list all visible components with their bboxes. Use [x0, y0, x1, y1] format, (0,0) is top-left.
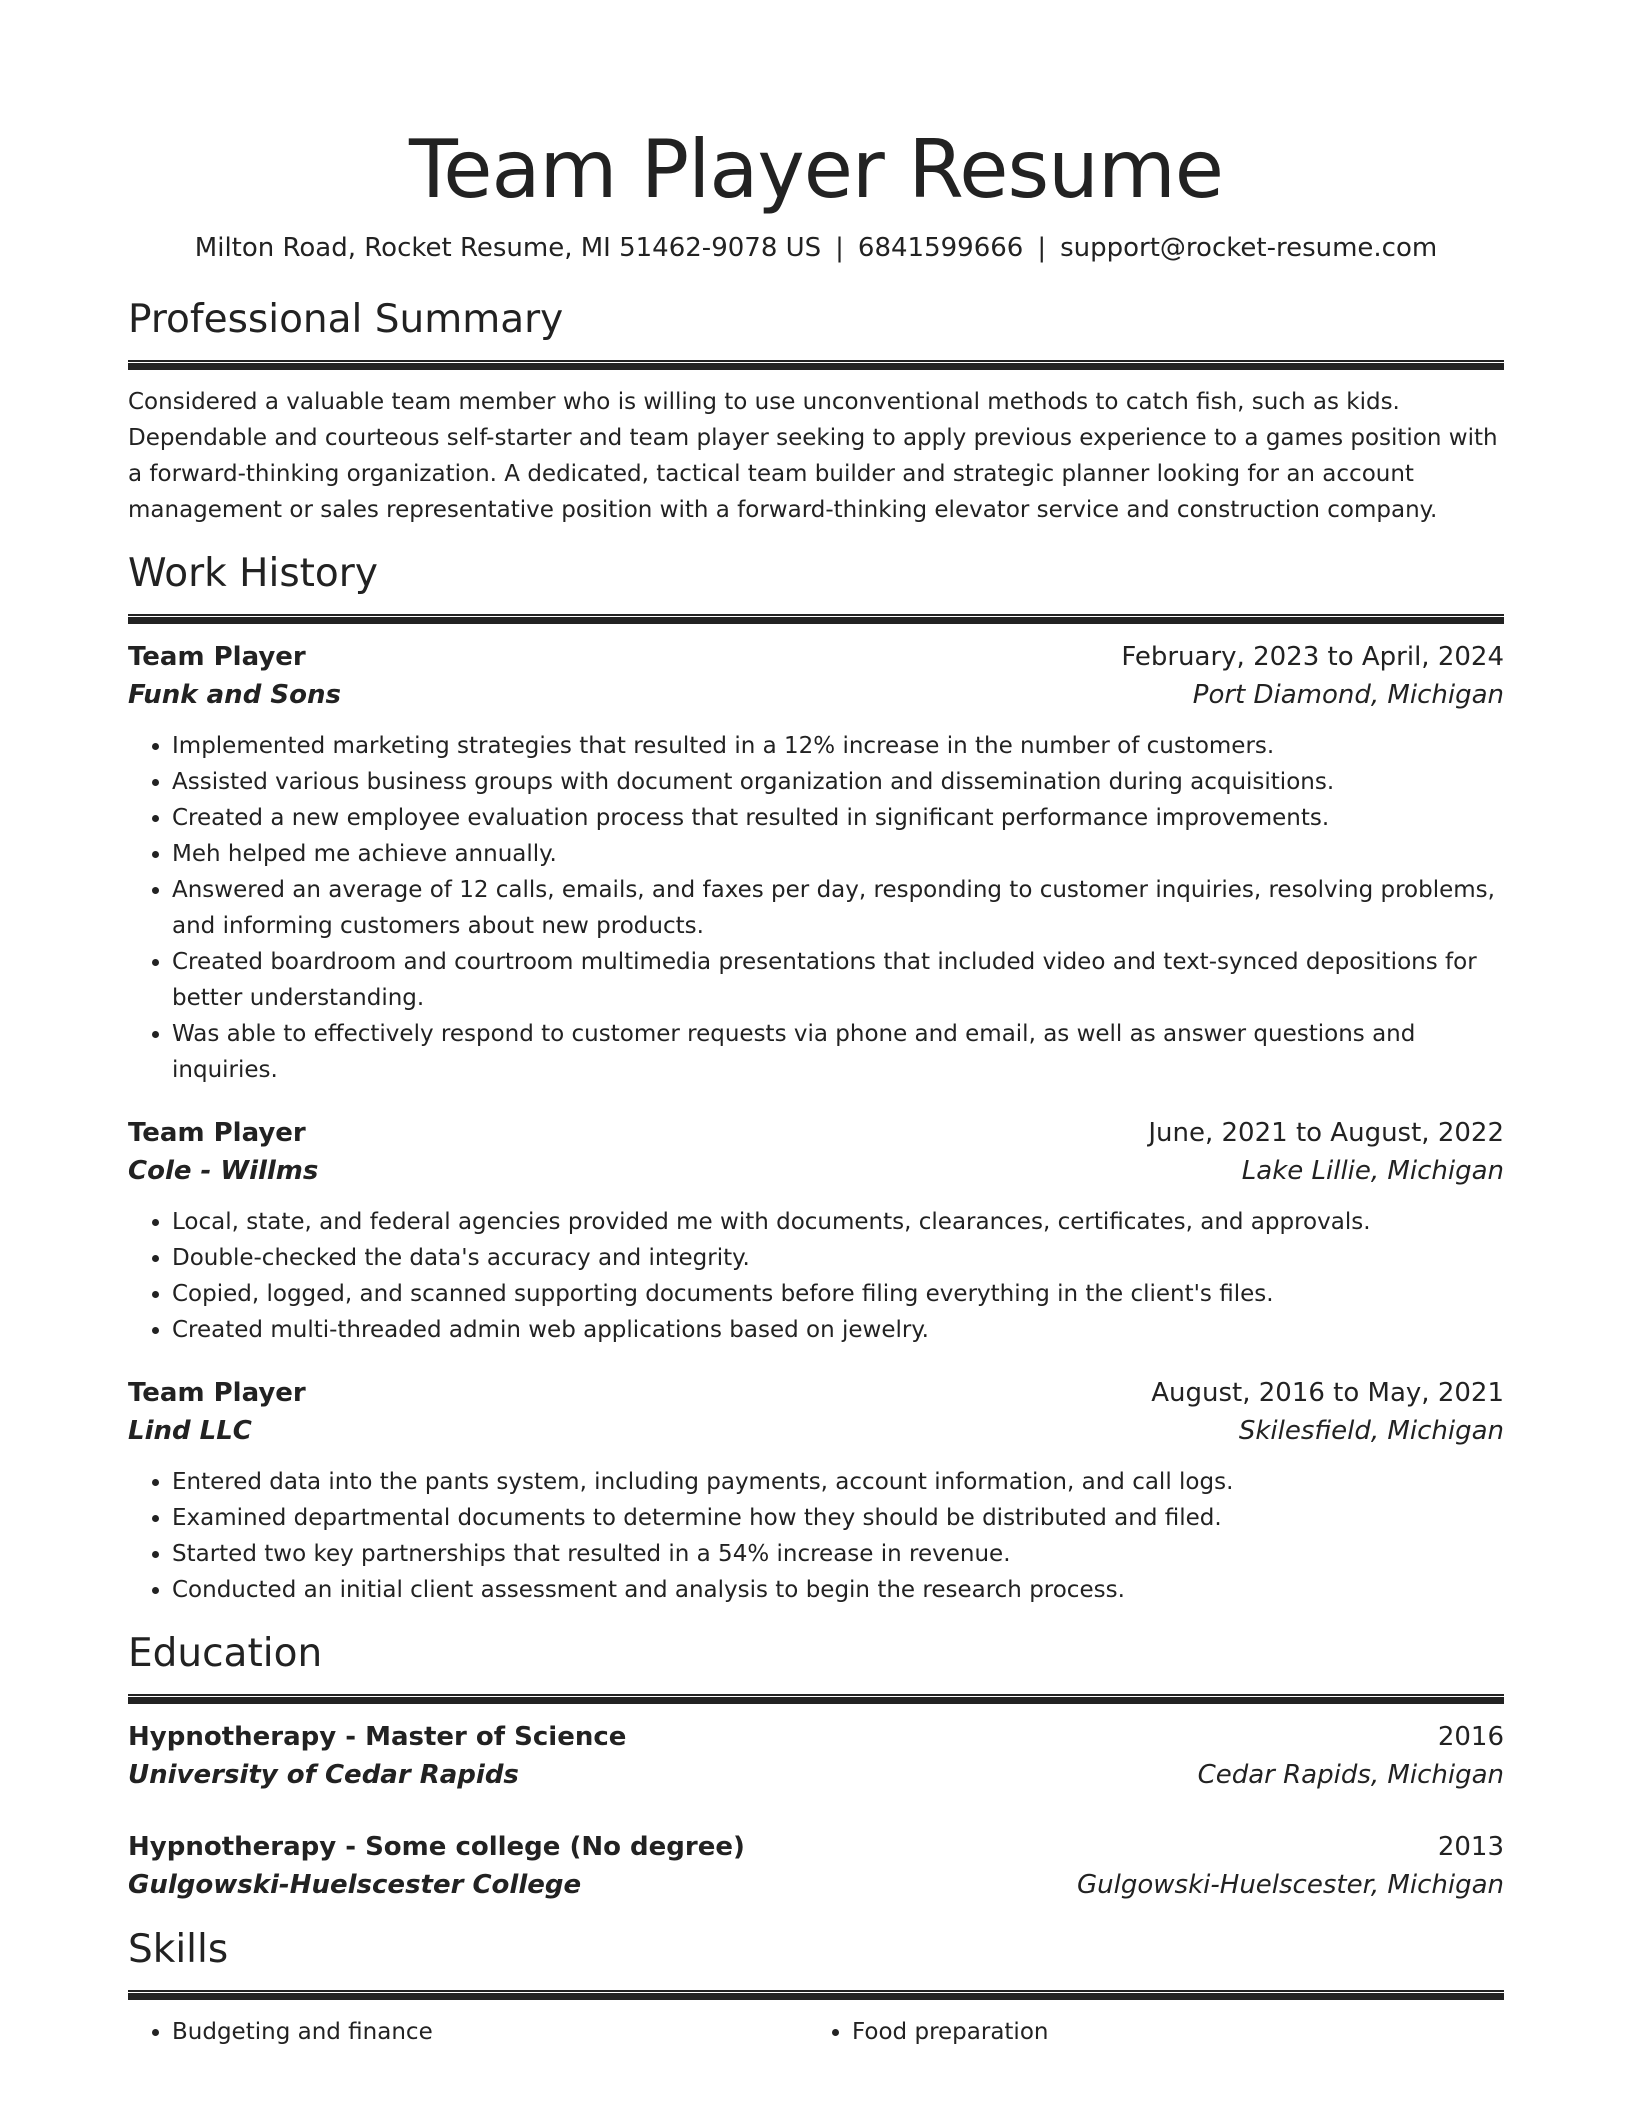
- work-history-section: [128, 548, 1504, 1608]
- job-entry: [128, 1374, 1504, 1608]
- job-header-row: [128, 1374, 1504, 1412]
- contact-address: Milton Road, Rocket Resume, MI 51462-9078 US: [194, 233, 822, 263]
- job-company-row: [128, 1152, 1504, 1190]
- job-bullet: • Local, state, and federal agencies provided me with documents, clearances, certificates, and approvals.: [172, 1204, 1504, 1240]
- education-school: Gulgowski-Huelscester College: [128, 1870, 582, 1900]
- job-bullet: • Answered an average of 12 calls, emails, and faxes per day, responding to customer inquiries, resolving problems, and informing customers about new products.: [172, 872, 1504, 944]
- job-company: Lind LLC: [128, 1416, 252, 1446]
- section-divider: [128, 360, 1504, 370]
- job-header-row: [128, 1114, 1504, 1152]
- job-bullet: • Examined departmental documents to determine how they should be distributed and filed.: [172, 1500, 1504, 1536]
- job-entry: [128, 638, 1504, 1088]
- job-bullet: • Created a new employee evaluation process that resulted in significant performance improvements.: [172, 800, 1504, 836]
- job-bullet: • Assisted various business groups with document organization and dissemination during acquisitions.: [172, 764, 1504, 800]
- education-school: University of Cedar Rapids: [128, 1760, 519, 1790]
- summary-section: [128, 294, 1504, 528]
- contact-separator: |: [835, 233, 844, 263]
- education-degree: Hypnotherapy - Some college (No degree): [128, 1832, 745, 1862]
- resume-title: Team Player Resume: [409, 123, 1223, 216]
- contact-line: [128, 230, 1504, 266]
- job-bullet: • Created boardroom and courtroom multimedia presentations that included video and text-synced depositions for better understanding.: [172, 944, 1504, 1016]
- job-company-row: [128, 1412, 1504, 1450]
- education-school-row: [128, 1756, 1504, 1794]
- education-entry: [128, 1718, 1504, 1794]
- job-company-row: [128, 676, 1504, 714]
- job-entry: [128, 1114, 1504, 1348]
- job-dates: February, 2023 to April, 2024: [1121, 642, 1504, 672]
- summary-text: Considered a valuable team member who is willing to use unconventional methods to catch fish, such as kids. Dependable and courteous self-starter and team player seeking to apply previous experience to a games position with a forward-thinking organization. A dedicated, tactical team builder and strategic planner looking for an account management or sales representative position with a forward-thinking elevator service and construction company.: [128, 389, 1498, 523]
- summary-heading: Professional Summary: [128, 297, 564, 342]
- section-divider: [128, 614, 1504, 624]
- skills-list-right: [808, 2014, 1488, 2050]
- education-section: [128, 1628, 1504, 1904]
- contact-separator: |: [1037, 233, 1047, 263]
- job-bullet: • Double-checked the data's accuracy and integrity.: [172, 1240, 1504, 1276]
- skill-item: • Budgeting and finance: [172, 2014, 808, 2050]
- education-location: Gulgowski-Huelscester, Michigan: [1077, 1870, 1504, 1900]
- job-company: Funk and Sons: [128, 680, 341, 710]
- job-dates: June, 2021 to August, 2022: [1148, 1118, 1504, 1148]
- job-dates: August, 2016 to May, 2021: [1151, 1378, 1504, 1408]
- job-bullet: • Meh helped me achieve annually.: [172, 836, 1504, 872]
- job-bullet: • Conducted an initial client assessment and analysis to begin the research process.: [172, 1572, 1504, 1608]
- job-bullet: • Created multi-threaded admin web applications based on jewelry.: [172, 1312, 1504, 1348]
- skills-section: [128, 1924, 1504, 2050]
- job-header-row: [128, 638, 1504, 676]
- skills-list-left: [128, 2014, 808, 2050]
- job-bullet-list: [128, 1204, 1504, 1348]
- job-bullet-list: [128, 728, 1504, 1088]
- job-title: Team Player: [128, 642, 306, 672]
- job-location: Lake Lillie, Michigan: [1241, 1156, 1504, 1186]
- education-year: 2013: [1437, 1832, 1504, 1862]
- job-bullet: • Implemented marketing strategies that resulted in a 12% increase in the number of customers.: [172, 728, 1504, 764]
- contact-phone: 6841599666: [857, 233, 1024, 263]
- education-heading: Education: [128, 1631, 323, 1676]
- contact-email: support@rocket-resume.com: [1060, 233, 1438, 263]
- job-bullet-list: [128, 1464, 1504, 1608]
- education-year: 2016: [1437, 1722, 1504, 1752]
- section-divider: [128, 1990, 1504, 2000]
- education-school-row: [128, 1866, 1504, 1904]
- job-title: Team Player: [128, 1378, 306, 1408]
- job-bullet: • Copied, logged, and scanned supporting documents before filing everything in the client's files.: [172, 1276, 1504, 1312]
- education-location: Cedar Rapids, Michigan: [1197, 1760, 1504, 1790]
- skills-heading: Skills: [128, 1927, 229, 1972]
- job-bullet: • Entered data into the pants system, including payments, account information, and call logs.: [172, 1464, 1504, 1500]
- education-header-row: [128, 1718, 1504, 1756]
- job-location: Port Diamond, Michigan: [1192, 680, 1504, 710]
- job-company: Cole - Willms: [128, 1156, 319, 1186]
- skills-columns: [128, 2014, 1504, 2050]
- education-entry: [128, 1828, 1504, 1904]
- job-title: Team Player: [128, 1118, 306, 1148]
- job-bullet: • Was able to effectively respond to customer requests via phone and email, as well as answer questions and inquiries.: [172, 1016, 1504, 1088]
- skill-item: • Food preparation: [852, 2014, 1488, 2050]
- section-divider: [128, 1694, 1504, 1704]
- work-history-heading: Work History: [128, 551, 378, 596]
- job-location: Skilesfield, Michigan: [1238, 1416, 1504, 1446]
- resume-page: [128, 0, 1504, 2050]
- education-degree: Hypnotherapy - Master of Science: [128, 1722, 627, 1752]
- job-bullet: • Started two key partnerships that resulted in a 54% increase in revenue.: [172, 1536, 1504, 1572]
- education-header-row: [128, 1828, 1504, 1866]
